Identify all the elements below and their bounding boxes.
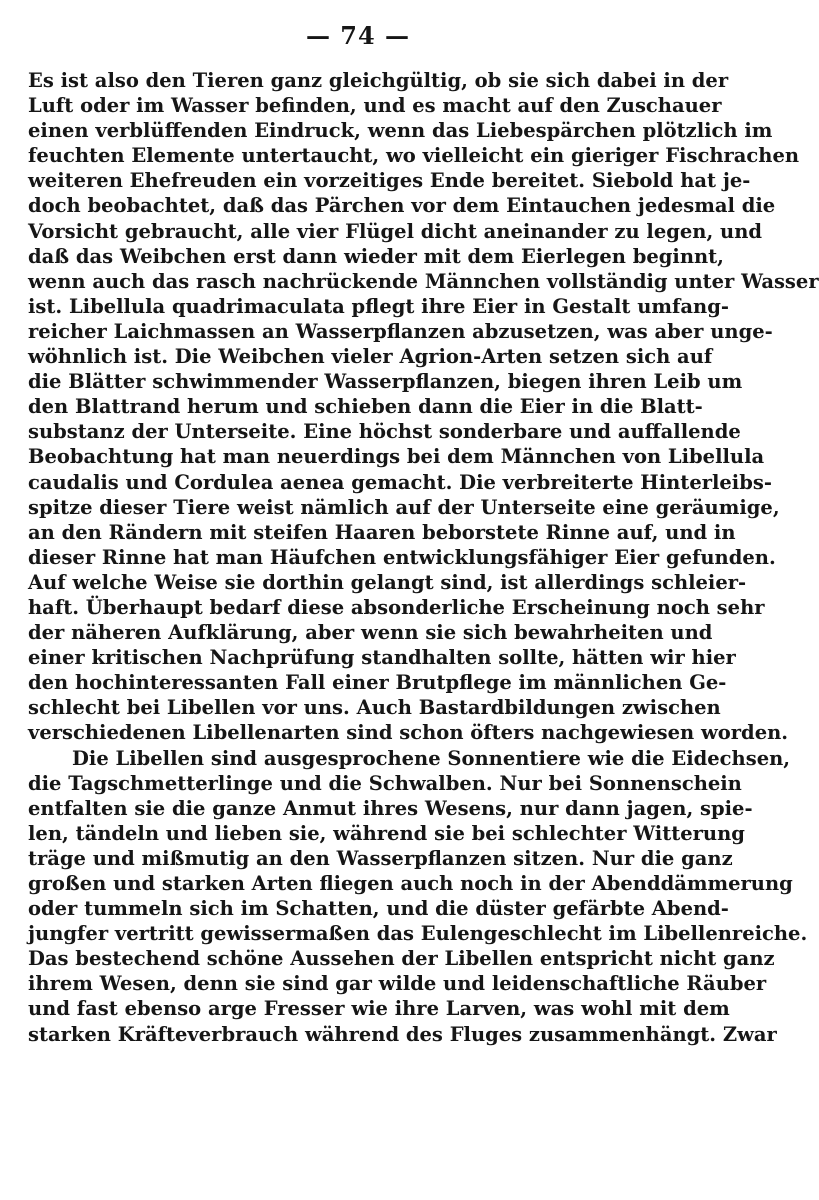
text-line: Es ist also den Tieren ganz gleichgültig, ob sie sich dabei in der xyxy=(28,69,729,92)
text-line: wenn auch das rasch nachrückende Männchen vollständig unter Wasser xyxy=(28,269,819,293)
text-line: großen und starken Arten fliegen auch noch in der Abenddämmerung xyxy=(28,872,793,895)
text-line: substanz der Unterseite. Eine höchst sonderbare und auffallende xyxy=(28,420,741,444)
text-line: Vorsicht gebraucht, alle vier Flügel dicht aneinander zu legen, und xyxy=(28,219,763,243)
text-line: einen verblüffenden Eindruck, wenn das Liebespärchen plötzlich im xyxy=(28,119,773,143)
text-line: träge und mißmutig an den Wasserpflanzen sitzen. Nur die ganz xyxy=(28,846,733,870)
text-line: dieser Rinne hat man Häufchen entwicklungsfähiger Eier gefunden. xyxy=(28,545,776,569)
text-line: Die Libellen sind ausgesprochene Sonnentiere wie die Eidechsen, xyxy=(72,746,791,770)
text-line: Das bestechend schöne Aussehen der Libellen entspricht nicht ganz xyxy=(28,947,775,971)
text-line: spitze dieser Tiere weist nämlich auf der Unterseite eine geräumige, xyxy=(28,495,780,519)
text-line: haft. Überhaupt bedarf diese absonderliche Erscheinung noch sehr xyxy=(28,595,765,619)
text-line: die Tagschmetterlinge und die Schwalben. Nur bei Sonnenschein xyxy=(28,771,742,795)
text-line: Beobachtung hat man neuerdings bei dem Männchen von Libellula xyxy=(28,445,765,469)
text-line: der näheren Aufklärung, aber wenn sie sich bewahrheiten und xyxy=(28,621,713,645)
text-line: Auf welche Weise sie dorthin gelangt sind, ist allerdings schleier- xyxy=(28,570,747,594)
page-number: — 74 — xyxy=(305,21,411,50)
text-line: jungfer vertritt gewissermaßen das Eulengeschlecht im Libellenreiche. xyxy=(28,922,808,946)
text-line: den hochinteressanten Fall einer Brutpflege im männlichen Ge- xyxy=(28,671,727,695)
text-line: schlecht bei Libellen vor uns. Auch Bastardbildungen zwischen xyxy=(28,696,721,720)
text-line: starken Kräfteverbrauch während des Fluges zusammenhängt. Zwar xyxy=(28,1022,777,1046)
text-line: entfalten sie die ganze Anmut ihres Wesens, nur dann jagen, spie- xyxy=(28,796,753,820)
text-line: daß das Weibchen erst dann wieder mit dem Eierlegen beginnt, xyxy=(28,244,724,268)
text-line: doch beobachtet, daß das Pärchen vor dem Eintauchen jedesmal die xyxy=(28,194,776,218)
text-line: reicher Laichmassen an Wasserpflanzen abzusetzen, was aber unge- xyxy=(28,319,773,343)
text-line: oder tummeln sich im Schatten, und die düster gefärbte Abend- xyxy=(28,897,729,921)
text-line: Luft oder im Wasser befinden, und es macht auf den Zuschauer xyxy=(28,94,722,118)
text-line: den Blattrand herum und schieben dann die Eier in die Blatt- xyxy=(28,395,703,419)
body-text xyxy=(28,68,819,1047)
text-line: caudalis und Cordulea aenea gemacht. Die verbreiterte Hinterleibs- xyxy=(28,470,772,494)
text-line: ist. Libellula quadrimaculata pflegt ihre Eier in Gestalt umfang- xyxy=(28,294,729,318)
text-line: len, tändeln und lieben sie, während sie bei schlechter Witterung xyxy=(28,821,745,845)
text-line: die Blätter schwimmender Wasserpflanzen, biegen ihren Leib um xyxy=(28,370,743,394)
text-line: wöhnlich ist. Die Weibchen vieler Agrion-Arten setzen sich auf xyxy=(28,345,713,369)
text-line: verschiedenen Libellenarten sind schon öfters nachgewiesen worden. xyxy=(28,721,789,745)
book-page xyxy=(28,18,819,1178)
text-line: und fast ebenso arge Fresser wie ihre Larven, was wohl mit dem xyxy=(28,997,730,1021)
text-line: feuchten Elemente untertaucht, wo vielleicht ein gieriger Fischrachen xyxy=(28,144,800,168)
text-line: weiteren Ehefreuden ein vorzeitiges Ende bereitet. Siebold hat je- xyxy=(28,169,751,193)
text-line: ihrem Wesen, denn sie sind gar wilde und leidenschaftliche Räuber xyxy=(28,972,767,996)
text-line: einer kritischen Nachprüfung standhalten sollte, hätten wir hier xyxy=(28,646,736,670)
text-line: an den Rändern mit steifen Haaren beborstete Rinne auf, und in xyxy=(28,520,736,544)
